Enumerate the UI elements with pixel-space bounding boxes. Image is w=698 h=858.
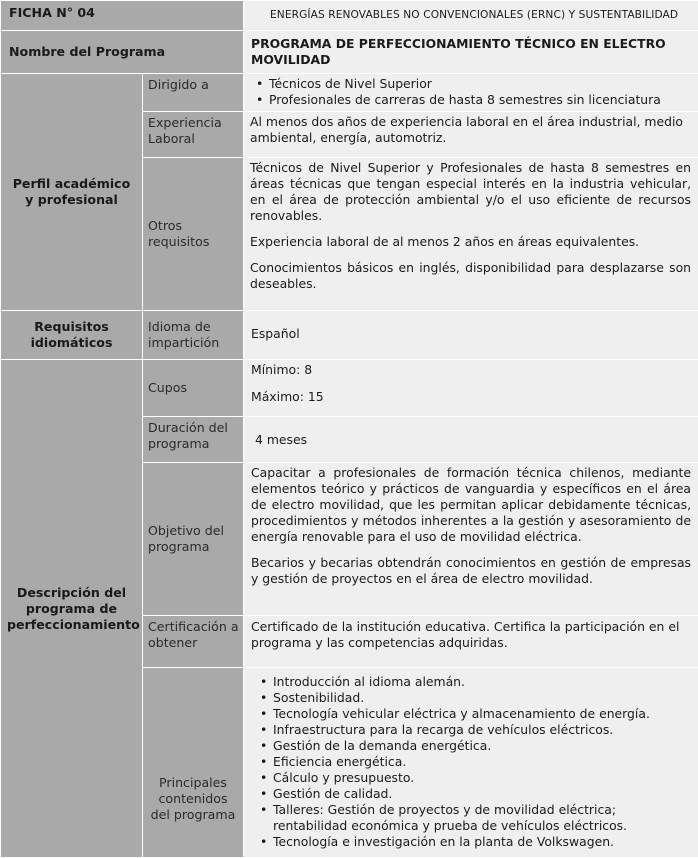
otros-label-cell — [143, 158, 244, 311]
program-name-row — [1, 31, 698, 74]
otros-paragraph: Conocimientos básicos en inglés, disponibilidad para desplazarse son deseables. — [250, 260, 691, 292]
idioma-label-cell — [1, 311, 143, 360]
experiencia-label-cell — [143, 112, 244, 158]
program-name-cell — [244, 31, 698, 74]
contenidos-list — [249, 674, 694, 850]
objetivo-label: Objetivo del programa — [148, 523, 224, 554]
program-name-label: Nombre del Programa — [9, 44, 165, 59]
experiencia-cell — [244, 112, 698, 158]
objetivo-paragraph: Capacitar a profesionales de formación técnica chilenos, mediante elementos teórico y prácticos de vanguardia y específicos en el área de electro movilidad, que les permitan aplicar debidamente técnicas, procedimientos y métodos inherentes a la gestión y asesoramiento de energía renovable para el uso de movilidad eléctrica. — [251, 465, 691, 545]
certificacion-label: Certificación a obtener — [148, 619, 239, 650]
objetivo-cell — [244, 463, 698, 616]
certificacion-label-cell — [143, 616, 244, 668]
experiencia-text: Al menos dos años de experiencia laboral en el área industrial, medio ambiental, energía, automotriz. — [250, 114, 693, 146]
duracion-cell — [244, 417, 698, 463]
list-item: • Técnicos de Nivel Superior — [249, 76, 694, 92]
list-item: • Gestión de calidad. — [249, 786, 694, 802]
duracion-label: Duración del programa — [148, 420, 228, 451]
idioma-row — [1, 311, 698, 360]
dirigido-row — [1, 74, 698, 112]
cupos-cell — [244, 360, 698, 417]
otros-label: Otros requisitos — [148, 218, 209, 249]
idioma-cell — [244, 311, 698, 360]
otros-cell — [244, 158, 698, 311]
dirigido-label-cell — [143, 74, 244, 112]
area-cell — [244, 1, 698, 31]
list-item: • Infraestructura para la recarga de vehículos eléctricos. — [249, 722, 694, 738]
duracion-value: 4 meses — [255, 432, 307, 447]
program-name: PROGRAMA DE PERFECCIONAMIENTO TÉCNICO EN ELECTRO MOVILIDAD — [251, 36, 666, 67]
contenidos-label: Principales contenidos del programa — [151, 775, 236, 822]
list-item: • Introducción al idioma alemán. — [249, 674, 694, 690]
area-title: ENERGÍAS RENOVABLES NO CONVENCIONALES (ERNC) Y SUSTENTABILIDAD — [270, 9, 678, 21]
descripcion-label: Descripción del programa de perfeccionamiento — [7, 585, 140, 632]
descripcion-label-cell — [1, 360, 143, 858]
objetivo-paragraph: Becarios y becarias obtendrán conocimientos en gestión de empresas y gestión de proyectos en el área de electro movilidad. — [251, 555, 691, 587]
perfil-label: Perfil académico y profesional — [13, 176, 131, 207]
duracion-label-cell — [143, 417, 244, 463]
contenidos-cell — [244, 668, 698, 858]
cupos-label-cell — [143, 360, 244, 417]
otros-paragraph: Experiencia laboral de al menos 2 años en áreas equivalentes. — [250, 234, 691, 250]
cupos-maximo: Máximo: 15 — [251, 389, 694, 405]
idioma-sublabel-cell — [143, 311, 244, 360]
perfil-label-cell — [1, 74, 143, 311]
cupos-row — [1, 360, 698, 417]
list-item: • Cálculo y presupuesto. — [249, 770, 694, 786]
list-item: • Sostenibilidad. — [249, 690, 694, 706]
program-name-label-cell — [1, 31, 244, 74]
idioma-label: Requisitos idiomáticos — [31, 319, 113, 350]
objetivo-label-cell — [143, 463, 244, 616]
idioma-value: Español — [251, 326, 300, 341]
list-item: • Profesionales de carreras de hasta 8 semestres sin licenciatura — [249, 92, 694, 108]
certificacion-cell — [244, 616, 698, 668]
list-item: • Tecnología e investigación en la planta de Volkswagen. — [249, 834, 694, 850]
list-item: • Tecnología vehicular eléctrica y almacenamiento de energía. — [249, 706, 694, 722]
header-row — [1, 1, 698, 31]
otros-paragraph: Técnicos de Nivel Superior y Profesionales de hasta 8 semestres en áreas técnicas que tengan especial interés en la industria vehicular, en el área de protección ambiental y/o el uso eficiente de recursos renovables. — [250, 160, 691, 224]
cupos-label: Cupos — [148, 380, 187, 395]
contenidos-label-cell — [143, 668, 244, 858]
experiencia-label: Experiencia Laboral — [148, 115, 222, 146]
idioma-sublabel: Idioma de impartición — [148, 319, 219, 350]
dirigido-list — [249, 76, 694, 108]
list-item: • Gestión de la demanda energética. — [249, 738, 694, 754]
cupos-minimo: Mínimo: 8 — [251, 362, 694, 378]
ficha-number: FICHA N° 04 — [9, 5, 95, 20]
certificacion-text: Certificado de la institución educativa. Certifica la participación en el programa y las competencias adquiridas. — [251, 619, 691, 651]
list-item: • Eficiencia energética. — [249, 754, 694, 770]
dirigido-label: Dirigido a — [148, 77, 209, 92]
ficha-number-cell — [1, 1, 244, 31]
list-item: • Talleres: Gestión de proyectos y de movilidad eléctrica; rentabilidad económica y prueba de vehículos eléctricos. — [249, 802, 694, 834]
dirigido-cell — [244, 74, 698, 112]
